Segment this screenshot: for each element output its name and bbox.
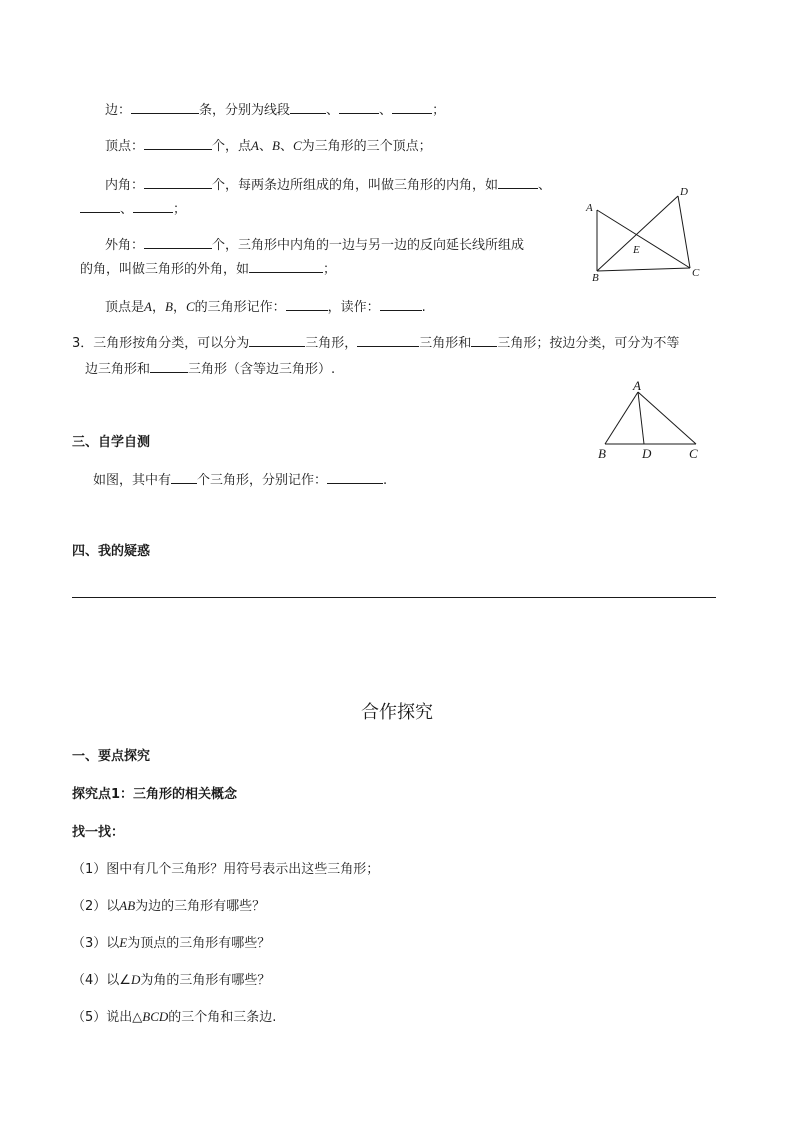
coop-title: 合作探究 xyxy=(361,702,433,723)
separator: 、 xyxy=(538,178,552,193)
reading-blank[interactable] xyxy=(380,298,422,311)
segment-bc xyxy=(597,268,690,271)
separator: 、 xyxy=(279,139,293,154)
angle-class-blank-1[interactable] xyxy=(249,334,305,347)
q5-var: BCD xyxy=(142,1009,169,1024)
outer-angle-line xyxy=(105,236,524,255)
outer-example-blank[interactable] xyxy=(249,260,323,273)
coop-subtitle: 一、要点探究 xyxy=(72,749,151,764)
separator: 、 xyxy=(258,139,272,154)
q4-b: 为角的三角形有哪些？ xyxy=(140,973,271,988)
section-3-title: 三、自学自测 xyxy=(72,435,151,450)
period: . xyxy=(383,473,388,488)
q2-var: AB xyxy=(119,898,136,913)
inner-angle-line-2 xyxy=(80,200,186,219)
q2-b: 为边的三角形有哪些？ xyxy=(135,899,266,914)
separator: 、 xyxy=(120,202,134,217)
semicolon: ； xyxy=(173,202,187,217)
segment-blank-1[interactable] xyxy=(290,101,326,114)
q4-var: D xyxy=(130,972,141,987)
side-class-blank[interactable] xyxy=(150,360,188,373)
semicolon: ； xyxy=(323,262,337,277)
vertex-a-label: A xyxy=(251,138,259,153)
vertex-c-label: C xyxy=(292,138,302,153)
angle-class-blank-3[interactable] xyxy=(471,334,497,347)
q4-a: （4）以∠ xyxy=(72,973,131,988)
notation-prefix: 顶点是 xyxy=(105,300,145,315)
question-5 xyxy=(72,1008,276,1027)
section-3-text-a: 如图，其中有 xyxy=(93,473,172,488)
outer-prefix: 外角： xyxy=(105,238,145,253)
vertex-mid: 个，点 xyxy=(212,139,252,154)
q5-b: 的三个角和三条边. xyxy=(168,1010,277,1025)
vertex-prefix: 顶点： xyxy=(105,139,145,154)
question-1: （1）图中有几个三角形？用符号表示出这些三角形； xyxy=(72,862,380,877)
edge-line xyxy=(105,101,445,120)
inner-prefix: 内角： xyxy=(105,178,145,193)
label-d: D xyxy=(642,446,652,461)
explore-point-1: 探究点1：三角形的相关概念 xyxy=(72,787,238,802)
triangle-count-blank[interactable] xyxy=(171,471,197,484)
edge-mid: 条，分别为线段 xyxy=(199,103,291,118)
q3-line-2 xyxy=(85,360,335,379)
segment-ab xyxy=(605,392,638,444)
vertex-b-label: B xyxy=(164,299,173,314)
inner-angle-line xyxy=(105,176,551,195)
angle-class-blank-2[interactable] xyxy=(357,334,419,347)
outer-angle-line-2 xyxy=(80,260,336,279)
q3-prefix: 3．三角形按角分类，可以分为 xyxy=(72,336,250,351)
inner-example-blank-1[interactable] xyxy=(498,176,538,189)
segment-ad xyxy=(638,392,644,444)
inner-count-blank[interactable] xyxy=(144,176,212,189)
outer-line2: 的角，叫做三角形的外角，如 xyxy=(80,262,250,277)
label-d: D xyxy=(680,186,688,198)
vertex-b-label: B xyxy=(272,138,280,153)
question-2 xyxy=(72,897,265,916)
q3-tri3: 三角形；按边分类，可分为不等 xyxy=(497,336,680,351)
q3-tri2: 三角形和 xyxy=(419,336,472,351)
label-c: C xyxy=(692,267,700,279)
triangle-names-blank[interactable] xyxy=(327,471,383,484)
vertex-a-label: A xyxy=(144,299,152,314)
section-3-text xyxy=(93,471,387,490)
question-4 xyxy=(72,971,270,990)
vertex-suffix: 为三角形的三个顶点； xyxy=(301,139,432,154)
separator: 、 xyxy=(379,103,393,118)
notation-mid: 的三角形记作： xyxy=(194,300,286,315)
separator: 、 xyxy=(326,103,340,118)
figure-1-diagram xyxy=(580,180,710,290)
q3-tri1: 三角形， xyxy=(305,336,358,351)
segment-blank-3[interactable] xyxy=(392,101,432,114)
segment-bd xyxy=(597,196,678,271)
section-4-title: 四、我的疑惑 xyxy=(72,544,151,559)
notation-blank[interactable] xyxy=(286,298,328,311)
inner-mid: 个，每两条边所组成的角，叫做三角形的内角，如 xyxy=(212,178,499,193)
notation-line: 顶点是A，B，C的三角形记作： ，读作： . xyxy=(105,299,426,315)
segment-ac xyxy=(597,210,690,268)
segment-blank-2[interactable] xyxy=(339,101,379,114)
label-c: C xyxy=(689,446,698,461)
q2-a: （2）以 xyxy=(72,899,120,914)
period: . xyxy=(421,300,426,315)
edge-prefix: 边： xyxy=(105,103,132,118)
divider-line xyxy=(72,597,716,598)
find-heading: 找一找： xyxy=(72,825,125,840)
notation-read: ，读作： xyxy=(327,300,380,315)
figure-2-diagram xyxy=(590,378,710,468)
q3-line2-b: 三角形（含等边三角形）. xyxy=(188,362,336,377)
q3-b: 为顶点的三角形有哪些？ xyxy=(127,936,271,951)
inner-example-blank-3[interactable] xyxy=(133,200,173,213)
label-a: A xyxy=(633,378,641,393)
label-b: B xyxy=(592,272,599,284)
label-b: B xyxy=(598,446,606,461)
semicolon: ； xyxy=(432,103,446,118)
vertex-count-blank[interactable] xyxy=(144,137,212,150)
q3-line2-a: 边三角形和 xyxy=(85,362,151,377)
q3-line xyxy=(72,334,679,353)
edge-count-blank[interactable] xyxy=(131,101,199,114)
inner-example-blank-2[interactable] xyxy=(80,200,120,213)
segment-cd xyxy=(678,196,690,268)
q3-a: （3）以 xyxy=(72,936,120,951)
outer-count-blank[interactable] xyxy=(144,236,212,249)
segment-ac xyxy=(638,392,696,444)
q5-a: （5）说出△ xyxy=(72,1010,143,1025)
vertex-line xyxy=(105,137,432,156)
outer-mid: 个，三角形中内角的一边与另一边的反向延长线所组成 xyxy=(212,238,525,253)
section-3-text-b: 个三角形，分别记作： xyxy=(197,473,328,488)
vertex-c-label: C xyxy=(185,299,195,314)
label-a: A xyxy=(586,202,593,214)
label-e: E xyxy=(633,244,640,256)
q3-var: E xyxy=(119,935,128,950)
question-3 xyxy=(72,934,270,953)
